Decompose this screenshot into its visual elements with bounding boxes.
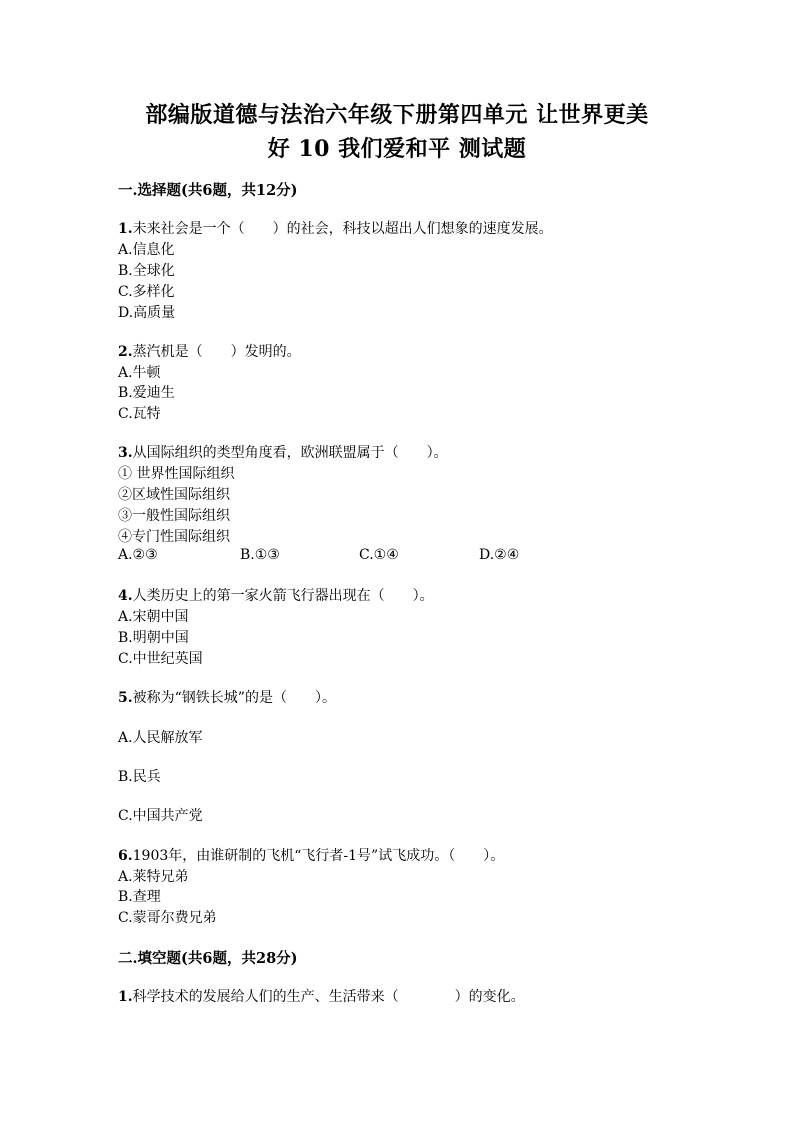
option-c: C.中国共产党 — [118, 808, 203, 824]
question-2 — [118, 341, 301, 361]
statement-1: ① 世界性国际组织 — [118, 466, 235, 482]
option-a: A.莱特兄弟 — [118, 869, 189, 885]
fill-question-1 — [118, 986, 525, 1006]
statement-3: ③一般性国际组织 — [118, 508, 230, 524]
question-6 — [118, 845, 504, 865]
question-number: 4. — [118, 588, 133, 604]
question-text: 科学技术的发展给人们的生产、生活带来（ ）的变化。 — [132, 989, 525, 1005]
question-3 — [118, 442, 448, 462]
option-c: C.中世纪英国 — [118, 651, 203, 667]
option-a: A.信息化 — [118, 242, 175, 258]
option-b: B.查理 — [118, 889, 161, 905]
option-b: B.明朝中国 — [118, 630, 189, 646]
option-d: D.高质量 — [118, 305, 176, 321]
question-text: 1903年，由谁研制的飞机“飞行者-1号”试飞成功。（ ）。 — [132, 848, 505, 864]
option-a: A.牛顿 — [118, 365, 161, 381]
question-number: 5. — [118, 690, 133, 706]
option-b: B.①③ — [240, 547, 280, 563]
question-text: 人类历史上的第一家火箭飞行器出现在（ ）。 — [132, 588, 434, 604]
question-text: 蒸汽机是（ ）发明的。 — [132, 344, 301, 360]
option-c: C.多样化 — [118, 284, 175, 300]
page-title-line1: 部编版道德与法治六年级下册第四单元 让世界更美 — [145, 102, 649, 128]
section-heading-fill: 二.填空题(共6题，共28分) — [118, 950, 298, 967]
option-a: A.人民解放军 — [118, 730, 203, 746]
option-c: C.蒙哥尔费兄弟 — [118, 910, 217, 926]
question-5 — [118, 687, 336, 707]
option-b: B.民兵 — [118, 769, 161, 785]
option-c: C.①④ — [359, 547, 399, 563]
question-text: 从国际组织的类型角度看，欧洲联盟属于（ ）。 — [132, 445, 448, 461]
option-a: A.宋朝中国 — [118, 609, 189, 625]
question-number: 6. — [118, 848, 133, 864]
option-b: B.爱迪生 — [118, 385, 175, 401]
question-1 — [118, 218, 553, 238]
statement-4: ④专门性国际组织 — [118, 529, 230, 545]
option-a: A.②③ — [118, 547, 158, 563]
question-text: 未来社会是一个（ ）的社会，科技以超出人们想象的速度发展。 — [132, 221, 553, 237]
question-number: 2. — [118, 344, 133, 360]
question-number: 1. — [118, 989, 133, 1005]
question-number: 1. — [118, 221, 133, 237]
page-title-line2: 好 10 我们爱和平 测试题 — [267, 136, 527, 162]
question-text: 被称为“钢铁长城”的是（ ）。 — [132, 690, 336, 706]
option-c: C.瓦特 — [118, 406, 161, 422]
question-4 — [118, 585, 434, 605]
section-heading-choice: 一.选择题(共6题，共12分) — [118, 182, 298, 199]
option-b: B.全球化 — [118, 263, 175, 279]
question-number: 3. — [118, 445, 133, 461]
option-d: D.②④ — [479, 547, 520, 563]
statement-2: ②区域性国际组织 — [118, 487, 230, 503]
